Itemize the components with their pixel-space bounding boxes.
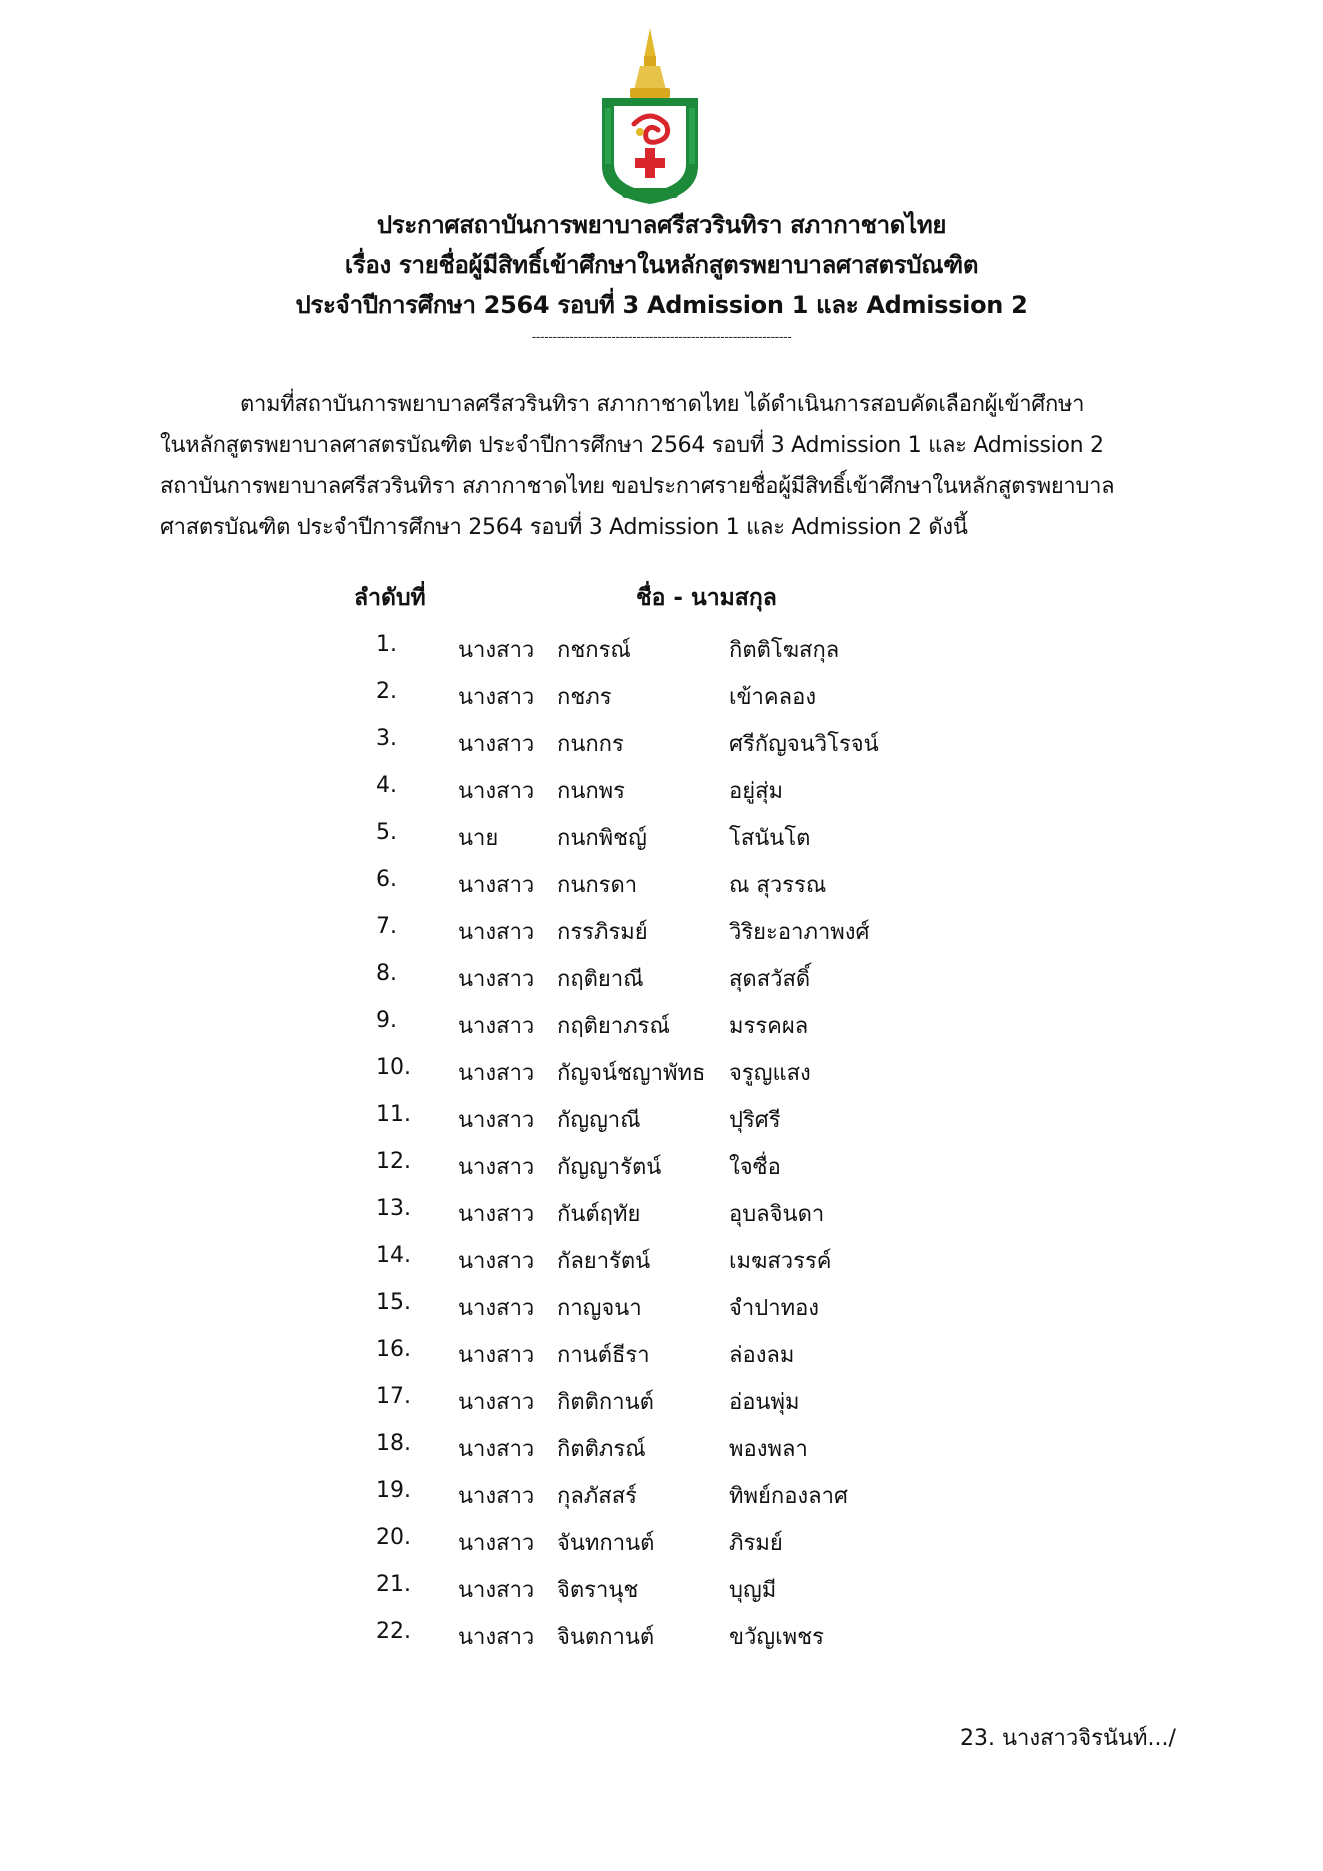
student-number: 12. — [376, 1149, 411, 1174]
student-last-name: มรรคผล — [729, 1014, 809, 1039]
student-last-name: จำปาทอง — [729, 1296, 820, 1321]
list-item — [0, 1192, 1323, 1239]
student-number: 7. — [376, 914, 397, 939]
title-line-3: ประจำปีการศึกษา 2564 รอบที่ 3 Admission 1 และ Admission 2 — [295, 291, 1028, 319]
student-number: 18. — [376, 1431, 411, 1456]
seal-ribbon — [622, 188, 678, 198]
student-last-name: อ่อนพุ่ม — [729, 1390, 800, 1415]
student-last-name: วิริยะอาภาพงศ์ — [729, 920, 870, 945]
student-last-name: ล่องลม — [729, 1343, 795, 1368]
red-cross-horizontal — [635, 158, 665, 168]
seal-side-left — [605, 108, 611, 164]
student-number: 4. — [376, 773, 397, 798]
seal-side-right — [689, 108, 695, 164]
title-divider: -------------------------------------------------------------- — [531, 330, 792, 345]
student-title: นางสาว — [458, 1014, 535, 1039]
list-item — [0, 628, 1323, 675]
student-first-name: กานต์ธีรา — [557, 1343, 650, 1368]
student-number: 9. — [376, 1008, 397, 1033]
list-header-number: ลำดับที่ — [354, 585, 426, 611]
student-number: 16. — [376, 1337, 411, 1362]
student-last-name: จรูญแสง — [729, 1061, 811, 1086]
student-first-name: กชกรณ์ — [557, 638, 631, 663]
spire-plinth — [630, 88, 670, 98]
student-title: นางสาว — [458, 1437, 535, 1462]
student-first-name: กิตติกานต์ — [557, 1390, 654, 1415]
student-first-name: กาญจนา — [557, 1296, 642, 1321]
student-first-name: กุลภัสสร์ — [557, 1484, 637, 1509]
student-list — [0, 628, 1323, 1662]
list-item — [0, 1615, 1323, 1662]
list-item — [0, 1521, 1323, 1568]
continuation-note: 23. นางสาวจิรนันท์.../ — [960, 1726, 1176, 1751]
student-first-name: กรรภิรมย์ — [557, 920, 648, 945]
student-title: นางสาว — [458, 873, 535, 898]
student-first-name: กัญญาณี — [557, 1108, 641, 1133]
student-title: นางสาว — [458, 1155, 535, 1180]
student-title: นางสาว — [458, 1296, 535, 1321]
list-item — [0, 1427, 1323, 1474]
student-title: นาย — [458, 826, 499, 851]
student-number: 14. — [376, 1243, 411, 1268]
student-title: นางสาว — [458, 1061, 535, 1086]
list-item — [0, 1333, 1323, 1380]
body-line-3: สถาบันการพยาบาลศรีสวรินทิรา สภากาชาดไทย ขอประกาศรายชื่อผู้มีสิทธิ์เข้าศึกษาในหลักสูตรพยาบาล — [160, 474, 1115, 499]
student-last-name: ทิพย์กองลาศ — [729, 1484, 848, 1509]
list-item — [0, 1568, 1323, 1615]
student-title: นางสาว — [458, 1625, 535, 1650]
student-last-name: ศรีกัญจนวิโรจน์ — [729, 732, 879, 757]
institution-logo — [594, 28, 706, 206]
student-first-name: กิตติภรณ์ — [557, 1437, 646, 1462]
list-item — [0, 1239, 1323, 1286]
student-title: นางสาว — [458, 1578, 535, 1603]
list-item — [0, 722, 1323, 769]
student-number: 1. — [376, 632, 397, 657]
list-header-name: ชื่อ - นามสกุล — [636, 585, 777, 611]
spire-band — [644, 56, 656, 66]
student-first-name: กันต์ฤทัย — [557, 1202, 641, 1227]
student-number: 13. — [376, 1196, 411, 1221]
student-last-name: ปุริศรี — [729, 1108, 781, 1133]
student-title: นางสาว — [458, 1390, 535, 1415]
emblem-dot — [636, 128, 644, 136]
student-number: 22. — [376, 1619, 411, 1644]
student-last-name: เข้าคลอง — [729, 685, 817, 710]
student-first-name: กฤติยาภรณ์ — [557, 1014, 670, 1039]
student-first-name: กนกพร — [557, 779, 625, 804]
student-number: 3. — [376, 726, 397, 751]
student-number: 20. — [376, 1525, 411, 1550]
student-title: นางสาว — [458, 638, 535, 663]
title-line-1: ประกาศสถาบันการพยาบาลศรีสวรินทิรา สภากาชาดไทย — [376, 211, 947, 239]
body-line-2: ในหลักสูตรพยาบาลศาสตรบัณฑิต ประจำปีการศึกษา 2564 รอบที่ 3 Admission 1 และ Admission 2 — [160, 433, 1104, 458]
student-number: 11. — [376, 1102, 411, 1127]
student-title: นางสาว — [458, 1108, 535, 1133]
title-line-2: เรื่อง รายชื่อผู้มีสิทธิ์เข้าศึกษาในหลักสูตรพยาบาลศาสตรบัณฑิต — [344, 251, 979, 279]
list-item — [0, 910, 1323, 957]
student-last-name: บุญมี — [729, 1578, 777, 1603]
body-line-1: ตามที่สถาบันการพยาบาลศรีสวรินทิรา สภากาชาดไทย ได้ดำเนินการสอบคัดเลือกผู้เข้าศึกษา — [240, 392, 1085, 417]
student-first-name: กนกรดา — [557, 873, 638, 898]
student-title: นางสาว — [458, 779, 535, 804]
student-first-name: กนกกร — [557, 732, 624, 757]
student-first-name: กชภร — [557, 685, 612, 710]
student-last-name: ขวัญเพชร — [729, 1625, 824, 1650]
student-number: 2. — [376, 679, 397, 704]
list-item — [0, 1004, 1323, 1051]
list-item — [0, 1051, 1323, 1098]
student-title: นางสาว — [458, 1484, 535, 1509]
student-first-name: กนกพิชญ์ — [557, 826, 647, 851]
announcement-title — [0, 205, 1323, 325]
list-item — [0, 863, 1323, 910]
student-first-name: กัลยารัตน์ — [557, 1249, 651, 1274]
student-first-name: กฤติยาณี — [557, 967, 644, 992]
student-first-name: จันทกานต์ — [557, 1531, 655, 1556]
list-item — [0, 816, 1323, 863]
spire-base — [634, 66, 666, 90]
student-title: นางสาว — [458, 1249, 535, 1274]
student-last-name: พองพลา — [729, 1437, 808, 1462]
student-number: 6. — [376, 867, 397, 892]
student-number: 15. — [376, 1290, 411, 1315]
student-title: นางสาว — [458, 1531, 535, 1556]
student-last-name: อุบลจินดา — [729, 1202, 825, 1227]
student-title: นางสาว — [458, 1202, 535, 1227]
student-title: นางสาว — [458, 920, 535, 945]
list-item — [0, 769, 1323, 816]
student-last-name: ใจซื่อ — [729, 1155, 781, 1180]
student-number: 5. — [376, 820, 397, 845]
list-item — [0, 1380, 1323, 1427]
student-last-name: ณ สุวรรณ — [729, 873, 827, 898]
student-first-name: จิตรานุช — [557, 1578, 639, 1603]
student-first-name: จินตกานต์ — [557, 1625, 655, 1650]
student-last-name: โสนันโต — [729, 826, 811, 851]
student-last-name: ภิรมย์ — [729, 1531, 783, 1556]
student-last-name: อยู่สุ่ม — [729, 779, 784, 804]
list-item — [0, 957, 1323, 1004]
student-number: 10. — [376, 1055, 411, 1080]
student-title: นางสาว — [458, 967, 535, 992]
body-line-4: ศาสตรบัณฑิต ประจำปีการศึกษา 2564 รอบที่ 3 Admission 1 และ Admission 2 ดังนี้ — [160, 515, 968, 540]
student-title: นางสาว — [458, 732, 535, 757]
student-number: 19. — [376, 1478, 411, 1503]
student-first-name: กัญจน์ชญาพัทธ — [557, 1061, 706, 1086]
student-title: นางสาว — [458, 685, 535, 710]
student-first-name: กัญญารัตน์ — [557, 1155, 662, 1180]
spire-top — [644, 28, 656, 58]
list-item — [0, 1474, 1323, 1521]
student-last-name: เมฆสวรรค์ — [729, 1249, 832, 1274]
student-title: นางสาว — [458, 1343, 535, 1368]
student-last-name: สุดสวัสดิ์ — [729, 967, 811, 992]
list-item — [0, 1286, 1323, 1333]
student-number: 8. — [376, 961, 397, 986]
announcement-body — [160, 384, 1200, 548]
list-item — [0, 1145, 1323, 1192]
student-number: 17. — [376, 1384, 411, 1409]
student-last-name: กิตติโฆสกุล — [729, 638, 840, 663]
list-item — [0, 675, 1323, 722]
list-item — [0, 1098, 1323, 1145]
student-number: 21. — [376, 1572, 411, 1597]
